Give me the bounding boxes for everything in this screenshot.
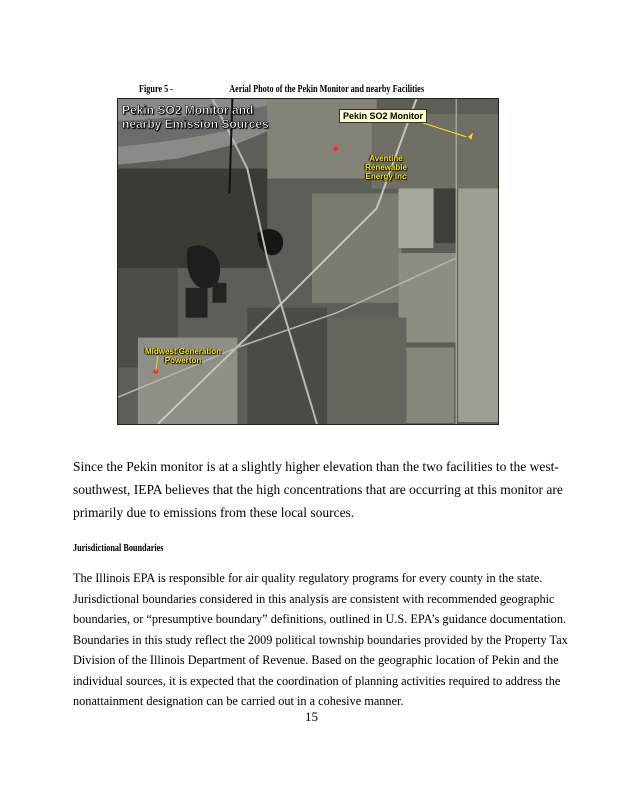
figure-caption-text: Aerial Photo of the Pekin Monitor and nearby Facilities [229, 84, 425, 95]
photo-title: Pekin SO2 Monitor and nearby Emission Sources [122, 103, 269, 131]
figure-caption [139, 84, 424, 95]
section-heading: Jurisdictional Boundaries [73, 543, 164, 554]
body-paragraph-1: Since the Pekin monitor is at a slightly higher elevation than the two facilities to the west-southwest, IEPA believes that the high concentrations that are occurring at this monitor are primarily due to emissions from these local sources. [73, 459, 563, 520]
body-paragraph-2: The Illinois EPA is responsible for air quality regulatory programs for every county in the state. Jurisdictional boundaries considered in this analysis are consistent with recommended geographic boundaries, or “presumptive boundary” definitions, outlined in U.S. EPA’s guidance documentation. Boundaries in this study reflect the 2009 political township boundaries provided by the Property Tax Division of the Illinois Department of Revenue. Based on the geographic location of Pekin and the individual sources, it is expected that the coordination of planning activities required to address the nonattainment designation can be carried out in a cohesive manner. [73, 571, 568, 708]
figure-label: Figure 5 - [139, 84, 174, 95]
page-number: 15 [305, 709, 318, 724]
source-label-aventine: Aventine Renewable Energy Inc [365, 154, 407, 181]
monitor-label: Pekin SO2 Monitor [339, 109, 427, 123]
source-label-powerton: Midwest Generation Powerton [144, 347, 221, 365]
aerial-photo-image [118, 99, 498, 424]
aerial-photo [117, 98, 499, 425]
